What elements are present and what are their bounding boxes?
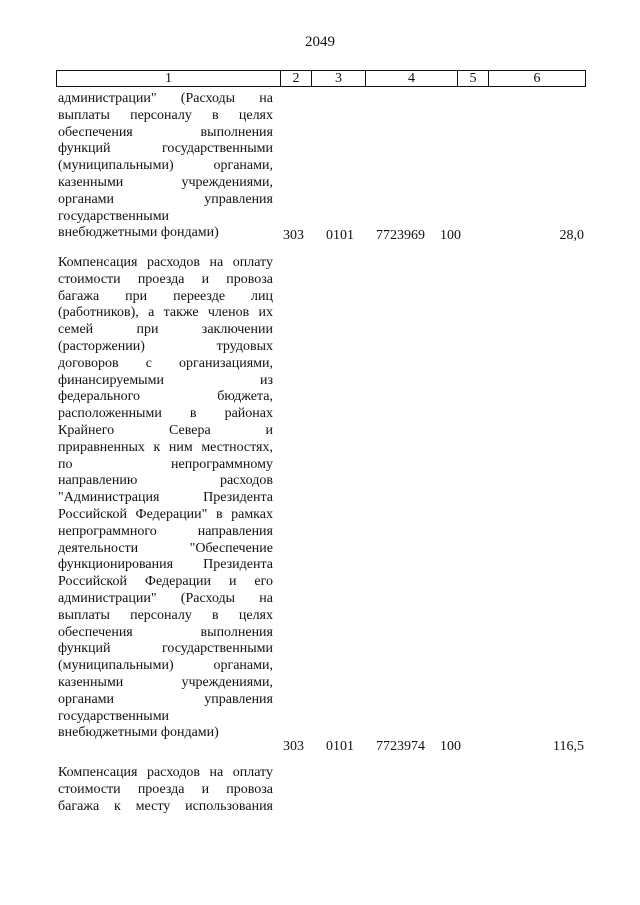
text-line: внебюджетными фондами) bbox=[58, 725, 219, 741]
text-line: обеспечения выполнения bbox=[58, 124, 273, 140]
text-line: расположенными в районах bbox=[58, 406, 273, 422]
text-line: органами управления bbox=[58, 191, 273, 207]
row-1-code: 303 bbox=[283, 228, 304, 243]
text-line: финансируемыми из bbox=[58, 372, 273, 388]
text-line: багажа к месту использования bbox=[58, 798, 273, 814]
header-col-1: 1 bbox=[57, 71, 281, 86]
row-2-description bbox=[58, 255, 273, 742]
text-line: выплаты персоналу в целях bbox=[58, 107, 273, 123]
header-col-4: 4 bbox=[366, 71, 458, 86]
text-line: внебюджетными фондами) bbox=[58, 225, 219, 241]
text-line: стоимости проезда и провоза bbox=[58, 271, 273, 287]
text-line: договоров с организациями, bbox=[58, 355, 273, 371]
table-header bbox=[56, 70, 586, 87]
row-2-amount: 116,5 bbox=[553, 739, 584, 754]
text-line: по непрограммному bbox=[58, 456, 273, 472]
header-col-2: 2 bbox=[281, 71, 312, 86]
text-line: (муниципальными) органами, bbox=[58, 658, 273, 674]
text-line: направлению расходов bbox=[58, 473, 273, 489]
text-line: Российской Федерации и его bbox=[58, 574, 273, 590]
row-1-amount: 28,0 bbox=[559, 228, 584, 243]
text-line: "Администрация Президента bbox=[58, 490, 273, 506]
text-line: государственными bbox=[58, 208, 170, 224]
row-2-section: 0101 bbox=[326, 739, 354, 754]
row-2-target-article: 7723974 bbox=[376, 739, 425, 754]
text-line: администрации" (Расходы на bbox=[58, 91, 273, 106]
text-line: (муниципальными) органами, bbox=[58, 158, 273, 174]
text-line: функций государственными bbox=[58, 141, 273, 157]
text-line: багажа при переезде лиц bbox=[58, 288, 273, 304]
row-1-expense-type: 100 bbox=[440, 228, 461, 243]
text-line: Компенсация расходов на оплату bbox=[58, 255, 273, 270]
text-line: приравненных к ним местностях, bbox=[58, 439, 273, 455]
row-1-target-article: 7723969 bbox=[376, 228, 425, 243]
row-3-description bbox=[58, 765, 273, 815]
text-line: органами управления bbox=[58, 691, 273, 707]
text-line: администрации" (Расходы на bbox=[58, 590, 273, 606]
page-number: 2049 bbox=[305, 34, 335, 50]
text-line: федерального бюджета, bbox=[58, 389, 273, 405]
text-line: стоимости проезда и провоза bbox=[58, 781, 273, 797]
text-line: Российской Федерации" в рамках bbox=[58, 506, 273, 522]
header-col-3: 3 bbox=[312, 71, 366, 86]
text-line: (работников), а также членов их bbox=[58, 305, 273, 321]
text-line: деятельности "Обеспечение bbox=[58, 540, 273, 556]
text-line: семей при заключении bbox=[58, 322, 273, 338]
row-2-code: 303 bbox=[283, 739, 304, 754]
header-col-6: 6 bbox=[533, 71, 541, 86]
text-line: функций государственными bbox=[58, 641, 273, 657]
row-1-description bbox=[58, 91, 273, 242]
text-line: функционирования Президента bbox=[58, 557, 273, 573]
text-line: Компенсация расходов на оплату bbox=[58, 765, 273, 780]
row-2-expense-type: 100 bbox=[440, 739, 461, 754]
text-line: (расторжении) трудовых bbox=[58, 338, 273, 354]
text-line: Крайнего Севера и bbox=[58, 422, 273, 438]
text-line: непрограммного направления bbox=[58, 523, 273, 539]
text-line: выплаты персоналу в целях bbox=[58, 607, 273, 623]
text-line: казенными учреждениями, bbox=[58, 674, 273, 690]
row-1-section: 0101 bbox=[326, 228, 354, 243]
text-line: обеспечения выполнения bbox=[58, 624, 273, 640]
text-line: государственными bbox=[58, 708, 170, 724]
text-line: казенными учреждениями, bbox=[58, 174, 273, 190]
header-col-5: 5 bbox=[458, 71, 489, 86]
